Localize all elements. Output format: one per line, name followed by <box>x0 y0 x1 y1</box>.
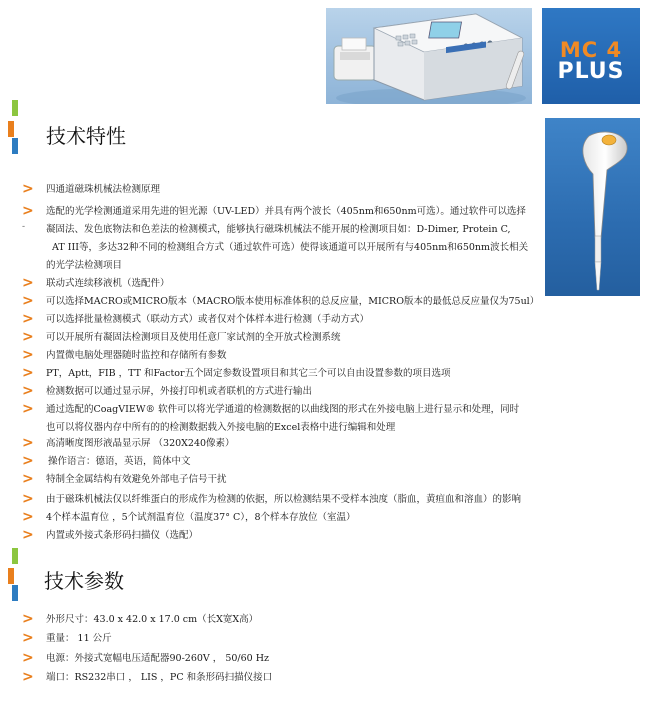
pipette-illustration <box>545 118 640 296</box>
arrow-bullet-icon: > <box>22 509 34 525</box>
arrow-bullet-icon: > <box>22 181 34 197</box>
arrow-bullet-icon: > <box>22 275 34 291</box>
logo-line-2: PLUS <box>557 59 625 84</box>
section-marker-blue <box>12 138 18 154</box>
spec-text: 电源：外接式宽幅电压适配器90-260V ， 50/60 Hz <box>46 653 270 664</box>
feature-text: 联动式连续移液机（选配件） <box>46 278 170 289</box>
analyzer-illustration <box>326 8 532 104</box>
arrow-bullet-icon: > <box>22 435 34 451</box>
feature-text-cont: 凝固法、发色底物法和色差法的检测模式，能够执行磁珠机械法不能开展的检测项目如：D-Dimer, Protein C, <box>46 224 511 235</box>
arrow-bullet-icon: > <box>22 491 34 507</box>
feature-text: 高清晰度图形液晶显示屏 （320X240像素） <box>46 438 235 449</box>
feature-text: 特制全金属结构有效避免外部电子信号干扰 <box>46 474 227 485</box>
feature-text: 4个样本温育位 ，5个试剂温育位（温度37° C），8个样本存放位（室温） <box>46 512 356 523</box>
feature-text: 操作语言：德语，英语，简体中文 <box>48 456 191 467</box>
feature-text-cont: 的光学法检测项目 <box>46 260 123 271</box>
section-marker-orange <box>8 568 14 584</box>
arrow-bullet-icon: > <box>22 293 34 309</box>
section-marker-green <box>12 548 18 564</box>
list-dash: - <box>22 222 26 232</box>
feature-text: 由于磁珠机械法仅以纤维蛋白的形成作为检测的依据，所以检测结果不受样本浊度（脂血，黄疸血和溶血）的影响 <box>46 494 522 505</box>
arrow-bullet-icon: > <box>22 669 34 685</box>
pipette-photo <box>545 118 640 296</box>
arrow-bullet-icon: > <box>22 650 34 666</box>
feature-text: PT，Aptt，FIB ，TT 和Factor五个固定参数设置项目和其它三个可以自由设置参数的项目选项 <box>46 368 451 379</box>
arrow-bullet-icon: > <box>22 401 34 417</box>
feature-text: 可以选择MACRO或MICRO版本（MACRO版本使用标准体积的总反应量，MICRO版本的最低总反应量仅为75ul） <box>46 296 540 307</box>
section-marker-orange <box>8 121 14 137</box>
arrow-bullet-icon: > <box>22 365 34 381</box>
spec-text: 端口：RS232串口 ， LIS ，PC 和条形码扫描仪接口 <box>46 672 273 683</box>
feature-text: 检测数据可以通过显示屏，外接打印机或者联机的方式进行输出 <box>46 386 313 397</box>
feature-text-cont: AT III等，多达32种不同的检测组合方式（通过软件可选）使得该通道可以开展所有与405nm和650nm波长相关 <box>52 242 529 253</box>
feature-text: 选配的光学检测通道采用先进的钽光源（UV-LED）并具有两个波长（405nm和650nm可选）。通过软件可以选择 <box>46 206 526 217</box>
spec-text: 重量： 11 公斤 <box>46 633 112 644</box>
feature-text: 可以开展所有凝固法检测项目及使用任意厂家试剂的全开放式检测系统 <box>46 332 341 343</box>
logo-line-1: MC 4 <box>559 38 623 62</box>
arrow-bullet-icon: > <box>22 630 34 646</box>
arrow-bullet-icon: > <box>22 329 34 345</box>
feature-text: 四通道磁珠机械法检测原理 <box>46 184 161 195</box>
feature-text: 内置或外接式条形码扫描仪（选配） <box>46 530 199 541</box>
feature-text: 通过选配的CoagVIEW® 软件可以将光学通道的检测数据的以曲线图的形式在外接电脑上进行显示和处理，同时 <box>46 404 520 415</box>
arrow-bullet-icon: > <box>22 527 34 543</box>
arrow-bullet-icon: > <box>22 471 34 487</box>
feature-text-cont: 也可以将仪器内存中所有的的检测数据载入外接电脑的Excel表格中进行编辑和处理 <box>46 422 396 433</box>
feature-text: 内置微电脑处理器随时监控和存储所有参数 <box>46 350 227 361</box>
arrow-bullet-icon: > <box>22 611 34 627</box>
arrow-bullet-icon: > <box>22 383 34 399</box>
section-marker-blue <box>12 585 18 601</box>
mc4plus-logo <box>542 8 640 104</box>
analyzer-photo <box>326 8 532 104</box>
arrow-bullet-icon: > <box>22 347 34 363</box>
feature-text: 可以选择批量检测模式（联动方式）或者仅对个体样本进行检测（手动方式） <box>46 314 370 325</box>
features-title: 技术特性 <box>46 124 126 148</box>
arrow-bullet-icon: > <box>22 203 34 219</box>
arrow-bullet-icon: > <box>22 311 34 327</box>
section-marker-green <box>12 100 18 116</box>
specs-title: 技术参数 <box>44 569 124 593</box>
arrow-bullet-icon: > <box>22 453 34 469</box>
spec-text: 外形尺寸：43.0 x 42.0 x 17.0 cm（长X宽X高） <box>46 614 259 625</box>
